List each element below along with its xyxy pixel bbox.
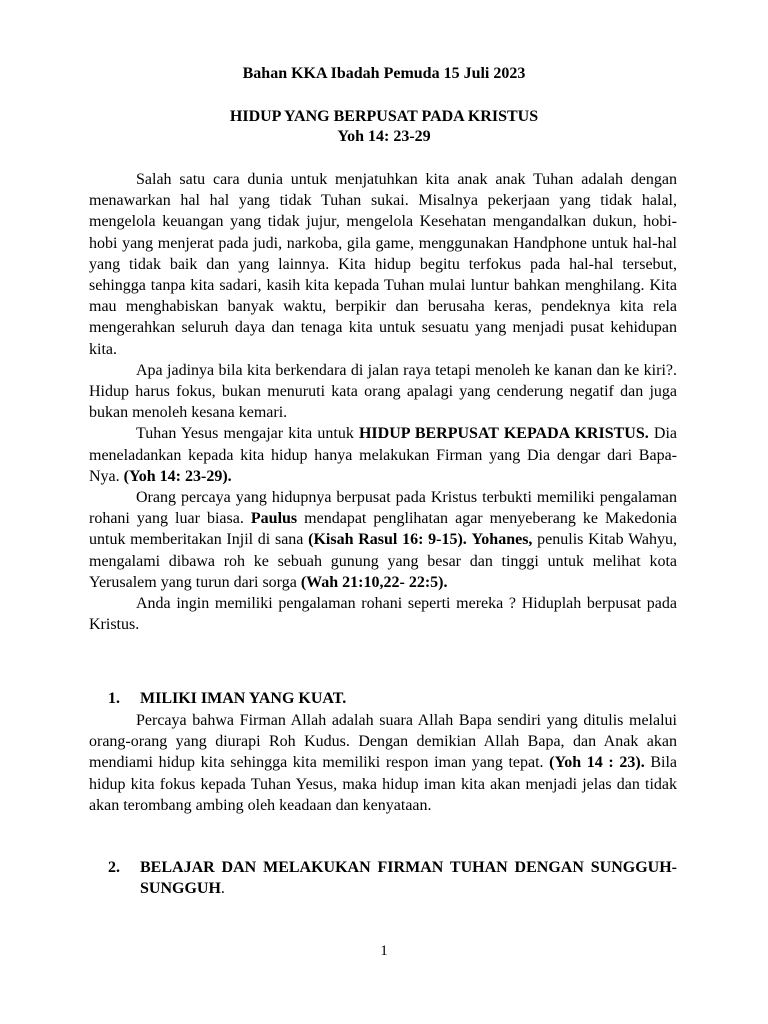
text-run: penulis Kitab Wahyu, mengalami dibawa roh ke sebuah gunung yang besar dan tinggi untuk melihat kota Yerusalem yang turun dari sorga: [89, 531, 678, 591]
text-run: Tuhan Yesus mengajar kita untuk: [136, 425, 359, 443]
intro-paragraph-4: [89, 487, 677, 593]
sermon-reference: Yoh 14: 23-29: [337, 128, 431, 145]
document-title: Bahan KKA Ibadah Pemuda 15 Juli 2023: [242, 65, 526, 82]
text-run: Orang percaya yang hidupnya berpusat pada Kristus terbukti memiliki pengalaman rohani yang luar biasa.: [89, 489, 677, 528]
section-1-heading: [108, 688, 677, 709]
text-run: mendapat penglihatan agar menyeberang ke Makedonia untuk memberitakan Injil di sana: [89, 510, 677, 549]
intro-body: [89, 169, 677, 635]
section-2-heading: [108, 857, 677, 899]
text-run: Bila hidup kita fokus kepada Tuhan Yesus, maka hidup iman kita akan menjadi jelas dan tidak akan terombang ambing oleh keadaan dan kenyataan.: [89, 754, 677, 814]
text-run: Dia meneladankan kepada kita hidup hanya melakukan Firman yang Dia dengar dari Bapa-Nya.: [89, 425, 678, 485]
scripture-reference: (Yoh 14 : 23).: [549, 754, 645, 772]
text-run: Percaya bahwa Firman Allah adalah suara Allah Bapa sendiri yang ditulis melalui orang-orang yang diurapi Roh Kudus. Dengan demikian Allah Bapa, dan Anak akan mendiami hidup kita sehingga kita memiliki respon iman yang tepat.: [89, 712, 677, 772]
section-1-body: [89, 710, 677, 816]
heading-run: BELAJAR DAN MELAKUKAN FIRMAN TUHAN DENGAN SUNGGUH-SUNGGUH: [140, 859, 677, 898]
intro-paragraph-5: Anda ingin memiliki pengalaman rohani seperti mereka ? Hiduplah berpusat pada Kristus.: [89, 595, 677, 634]
intro-paragraph-1: Salah satu cara dunia untuk menjatuhkan kita anak anak Tuhan adalah dengan menawarkan hal hal yang tidak Tuhan sukai. Misalnya pekerjaan yang tidak halal, mengelola keuangan yang tidak jujur, mengelola Kesehatan mengandalkan dukun, hobi-hobi yang menjerat pada judi, narkoba, gila game, menggunakan Handphone untuk hal-hal yang tidak baik dan yang lainnya. Kita hidup begitu terfokus pada hal-hal tersebut, sehingga tanpa kita sadari, kasih kita kepada Tuhan mulai luntur bahkan menghilang. Kita mau menghabiskan banyak waktu, berpikir dan berusaha keras, pendeknya kita rela mengerahkan seluruh daya dan tenaga kita untuk sesuatu yang menjadi pusat kehidupan kita.: [89, 171, 677, 358]
intro-paragraph-2: Apa jadinya bila kita berkendara di jalan raya tetapi menoleh ke kanan dan ke kiri?. Hidup harus fokus, bukan menuruti kata orang apalagi yang cenderung negatif dan juga bukan menoleh kesana kemari.: [89, 361, 677, 422]
emphasis-text: Paulus: [250, 510, 298, 528]
emphasis-text: Yohanes,: [471, 531, 533, 549]
emphasis-text: HIDUP BERPUSAT KEPADA KRISTUS.: [358, 425, 649, 443]
page-number: 1: [380, 943, 388, 959]
scripture-reference: (Yoh 14: 23-29).: [123, 467, 232, 485]
scripture-reference: (Kisah Rasul 16: 9-15).: [308, 531, 467, 549]
scripture-reference: (Wah 21:10,22- 22:5).: [300, 573, 448, 591]
sermon-title: HIDUP YANG BERPUSAT PADA KRISTUS: [229, 108, 539, 125]
intro-paragraph-3: [89, 423, 677, 487]
section-number: 2.: [108, 859, 120, 876]
section-heading-text: [108, 857, 677, 899]
heading-period: .: [220, 880, 225, 898]
section-heading-text: MILIKI IMAN YANG KUAT.: [140, 690, 347, 707]
section-number: 1.: [108, 690, 120, 707]
section-paragraph: [89, 710, 677, 816]
